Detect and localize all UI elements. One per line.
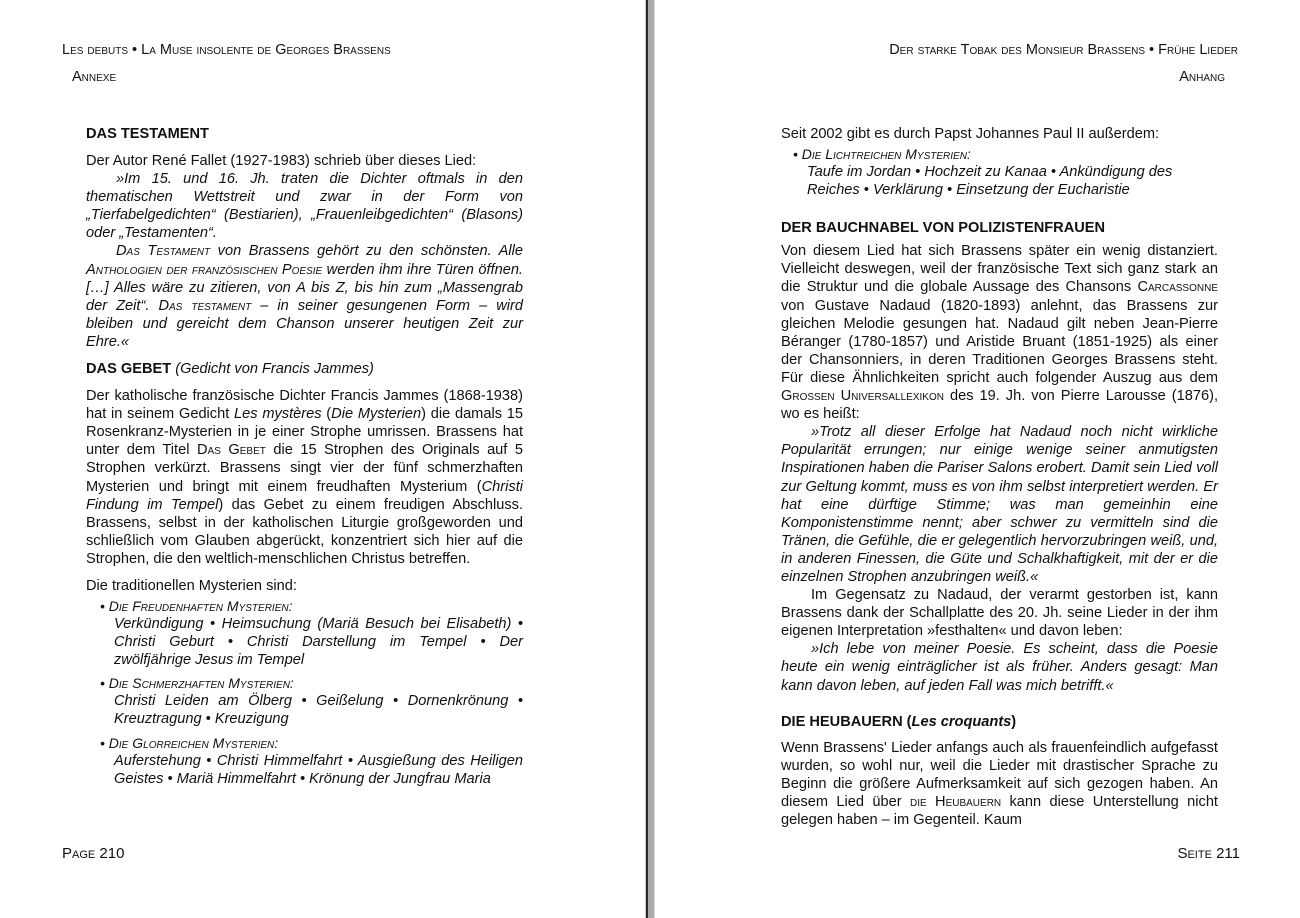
page-number-right: Seite 211 [1177, 845, 1240, 862]
nadaud-contrast-paragraph: Im Gegensatz zu Nadaud, der verarmt gestorben ist, kann Brassens dank der Schallplatte des 20. Jh. seine Lieder in der ihm eigenen Interpretation »festhalten« und davon leben: [781, 587, 1218, 640]
page-number-left: Page 210 [62, 845, 125, 862]
left-page [0, 0, 645, 918]
work-title: Die Mysterien [331, 406, 422, 423]
body-text: ) die damals 15 Rosenkranz-Mysterien in je einer Strophe umrissen. Brassens hat unter dem Titel [86, 406, 523, 459]
quote-text: – in seiner gesungenen Form – wird bleiben und gereicht dem Chanson unserer heutigen Zeit zur Ehre.« [86, 297, 524, 350]
heading-das-gebet [86, 360, 523, 378]
running-head-left: Les debuts • La Muse insolente de Georges Brassens [62, 42, 391, 58]
song-title: Das Gebet [197, 442, 266, 459]
title-das-testament: Das Testament [116, 243, 211, 260]
body-text: ( [321, 406, 332, 423]
testament-quote-1: »Im 15. und 16. Jh. traten die Dichter oftmals in den thematischen Wettstreit und zwar in der Form von „Tierfabelgedichten“ (Bestiarien), „Frauenleibgedichten“ (Blasons) oder „Testamenten“. [86, 171, 523, 242]
body-text: Der katholische französische Dichter Francis Jammes (1868-1938) hat in seinem Gedicht [86, 388, 523, 423]
testament-quote-2 [86, 242, 523, 351]
quote-text: von Brassens gehört zu den schönsten. Alle [210, 243, 523, 260]
list-item-title: • Die Glorreichen Mysterien: [100, 734, 279, 751]
list-item-text: Christi Leiden am Ölberg • Geißelung • Dornenkrönung • Kreuztragung • Kreuzigung [114, 693, 523, 728]
right-column [781, 125, 1218, 829]
right-page [655, 0, 1300, 918]
heading-note: (Gedicht von Francis Jammes) [175, 361, 374, 378]
heubauern-paragraph [781, 739, 1218, 829]
page-gutter-divider [645, 0, 655, 918]
song-title: die Heubauern [909, 793, 1002, 810]
brassens-quote: »Ich lebe von meiner Poesie. Es scheint, dass die Poesie heute ein wenig einträglicher ist als früher. Anders gesagt: Man kann davon leben, auf jeden Fall was mich betrifft.« [781, 641, 1218, 694]
body-text: von Gustave Nadaud (1820-1893) anlehnt, das Brassens zur gleichen Melodie gesungen hat. Nadaud gilt neben Jean-Pierre Béranger (1780-1857) und Aristide Bruant (1851-1925) als einer der Chansonniers, in deren Traditionen Georges Brassens steht. Für diese Ähnlichkeiten spricht auch folgender Auszug aus dem [781, 297, 1218, 386]
body-text: Von diesem Lied hat sich Brassens später ein wenig distanziert. Vielleicht deswegen, weil der französische Text sich ganz stark an die Struktur und die globale Aussage des Chansons [781, 243, 1218, 296]
heading-heubauern: DIE HEUBAUERN (Les croquants) [781, 713, 1017, 730]
larousse-quote: »Trotz all dieser Erfolge hat Nadaud noch nicht wirkliche Popularität errungen; nur einige wenige seiner anmutigsten Inspirationen haben die Pariser Salons erobert. Damit sein Lied voll zur Geltung kommt, muss es von ihm selbst interpretiert werden. Er hat eine dürftige Stimme; was man gemeinhin eine Komponistenstimme nennt; aber schwer zu vermitteln sind die Tränen, die Gefühle, die er gelegentlich hervorzubringen weiß, und, in anderen Finessen, die Güte und Schalkhaftigkeit, mit der er die einzelnen Strophen anzubringen weiß.« [781, 424, 1218, 585]
heading-text: DIE HEUBAUERN [781, 713, 903, 730]
list-item-title: • Die Lichtreichen Mysterien: [793, 146, 971, 163]
section-label-right: Anhang [1179, 69, 1225, 85]
heading-bauchnabel: DER BAUCHNABEL VON POLIZISTENFRAUEN [781, 220, 1106, 237]
song-title: Carcassonne [1137, 279, 1218, 296]
testament-intro: Der Autor René Fallet (1927-1983) schrieb über dieses Lied: [86, 153, 477, 169]
list-item-text: Verkündigung • Heimsuchung (Mariä Besuch bei Elisabeth) • Christi Geburt • Christi Darstellung im Tempel • Der zwölfjährige Jesus im Tempel [114, 616, 523, 669]
light-mysteries-list [781, 145, 1218, 199]
since-2002-text: Seit 2002 gibt es durch Papst Johannes Paul II außerdem: [781, 126, 1160, 142]
title-anthologien: Anthologien der französischen Poesie [86, 261, 323, 278]
list-item [100, 734, 523, 788]
quote-text: werden ihm ihre Türen öffnen. […] Alles wäre zu zitieren, von A bis Z, bis hin zum „Massengrab der Zeit“. [86, 261, 523, 314]
list-item-title: • Die Schmerzhaften Mysterien: [100, 675, 294, 692]
heading-text: DAS GEBET [86, 361, 172, 378]
body-text: Wenn Brassens' Lieder anfangs auch als frauenfeindlich aufgefasst wurden, so wohl nur, weil die Lieder mit drastischer Sprache zu Beginn die größere Aufmerksamkeit auf sich gezogen haben. An diesem Lied über [781, 739, 1218, 810]
heading-note: Les croquants [911, 713, 1012, 730]
mysteries-list [86, 597, 523, 788]
bauchnabel-paragraph [781, 242, 1218, 423]
list-item-text: Auferstehung • Christi Himmelfahrt • Ausgießung des Heiligen Geistes • Mariä Himmelfahrt • Krönung der Jungfrau Maria [114, 752, 523, 787]
title-das-testament: Das testament [158, 297, 252, 314]
work-title: Großen Universallexikon [781, 388, 944, 405]
section-label-left: Annexe [72, 69, 117, 85]
list-item [793, 145, 1218, 199]
body-text: die 15 Strophen des Originals auf 5 Strophen verkürzt. Brassens singt vier der fünf schmerzhaften Mysterien und bringt mit einem freudhaften Mysterium ( [86, 442, 523, 495]
body-text: ) das Gebet zu einem freudigen Abschluss. Brassens, selbst in der katholischen Liturgie großgeworden und schließlich vom Glauben abgerückt, konzentriert sich hier auf die Strophen, die den weltlich-menschlichen Christus betreffen. [86, 496, 524, 567]
list-item-title: • Die Freudenhaften Mysterien: [100, 598, 293, 615]
body-text: kann diese Unterstellung nicht gelegen haben – im Gegenteil. Kaum [781, 793, 1218, 828]
list-item [100, 597, 523, 669]
left-column [86, 125, 523, 793]
mysteries-intro: Die traditionellen Mysterien sind: [86, 577, 297, 594]
gebet-paragraph [86, 387, 523, 568]
work-title: Les mystères [234, 406, 322, 423]
list-item-text: Taufe im Jordan • Hochzeit zu Kanaa • Ankündigung des Reiches • Verklärung • Einsetzung der Eucharistie [807, 164, 1173, 199]
work-title: Christi Findung im Tempel [86, 478, 523, 513]
body-text: des 19. Jh. von Pierre Larousse (1876), wo es heißt: [781, 388, 1218, 423]
heading-das-testament: DAS TESTAMENT [86, 126, 209, 142]
running-head-right: Der starke Tobak des Monsieur Brassens • Frühe Lieder [889, 42, 1238, 58]
list-item [100, 674, 523, 728]
